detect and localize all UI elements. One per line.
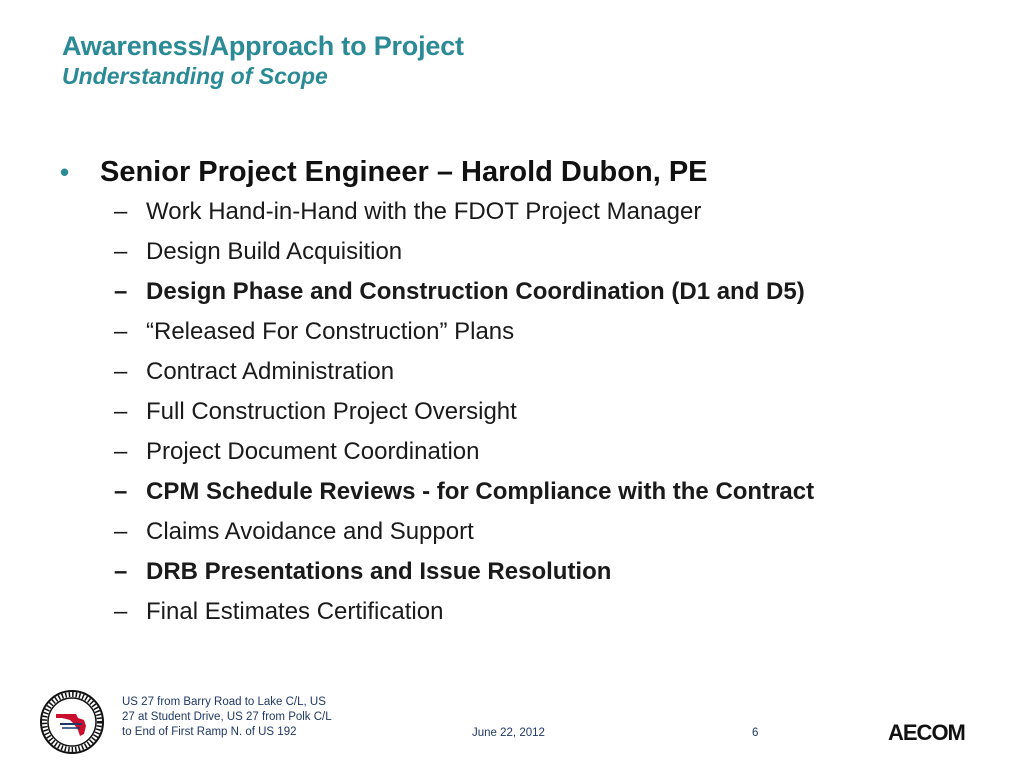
list-item <box>60 272 1000 312</box>
dash-icon: – <box>114 558 128 585</box>
list-item-text: CPM Schedule Reviews - for Compliance with the Contract <box>146 478 815 505</box>
list-item-text: DRB Presentations and Issue Resolution <box>146 558 612 585</box>
slide-title: Awareness/Approach to Project <box>62 31 464 61</box>
aecom-logo: AECOM <box>888 720 965 745</box>
dash-icon: – <box>114 278 128 305</box>
slide-subtitle: Understanding of Scope <box>62 63 328 89</box>
list-item <box>60 552 1000 592</box>
list-item-text: Full Construction Project Oversight <box>146 398 517 425</box>
list-item-text: Design Phase and Construction Coordination (D1 and D5) <box>146 278 805 305</box>
slide-title-block <box>62 30 464 90</box>
sub-bullet-list <box>60 192 1000 632</box>
dash-icon: – <box>114 478 128 505</box>
dash-icon: – <box>114 398 128 425</box>
list-item <box>60 592 1000 632</box>
dash-icon: – <box>114 238 128 265</box>
list-item-text: Design Build Acquisition <box>146 238 403 265</box>
list-item-text: Contract Administration <box>146 358 395 385</box>
footer-date: June 22, 2012 <box>472 727 545 739</box>
fdot-seal-icon <box>40 690 104 754</box>
list-item-text: Claims Avoidance and Support <box>146 518 474 545</box>
dash-icon: – <box>114 598 128 625</box>
dash-icon: – <box>114 358 128 385</box>
dash-icon: – <box>114 318 128 345</box>
list-item <box>60 472 1000 512</box>
footer-project-description: US 27 from Barry Road to Lake C/L, US 27 at Student Drive, US 27 from Polk C/L to End of First Ramp N. of US 192 <box>122 696 332 738</box>
list-item-text: Project Document Coordination <box>146 438 480 465</box>
list-item <box>60 512 1000 552</box>
list-item <box>60 312 1000 352</box>
list-item-text: “Released For Construction” Plans <box>146 318 515 345</box>
dash-icon: – <box>114 198 128 225</box>
list-item <box>60 392 1000 432</box>
list-item <box>60 192 1000 232</box>
dash-icon: – <box>114 518 128 545</box>
slide-content <box>60 152 1000 632</box>
list-item-text: Final Estimates Certification <box>146 598 444 625</box>
dash-icon: – <box>114 438 128 465</box>
main-bullet-text: Senior Project Engineer – Harold Dubon, PE <box>100 156 708 188</box>
page-number: 6 <box>752 727 759 739</box>
bullet-icon: • <box>60 157 70 187</box>
main-bullet <box>60 152 1000 192</box>
list-item <box>60 432 1000 472</box>
list-item <box>60 352 1000 392</box>
list-item-text: Work Hand-in-Hand with the FDOT Project Manager <box>146 198 702 225</box>
list-item <box>60 232 1000 272</box>
